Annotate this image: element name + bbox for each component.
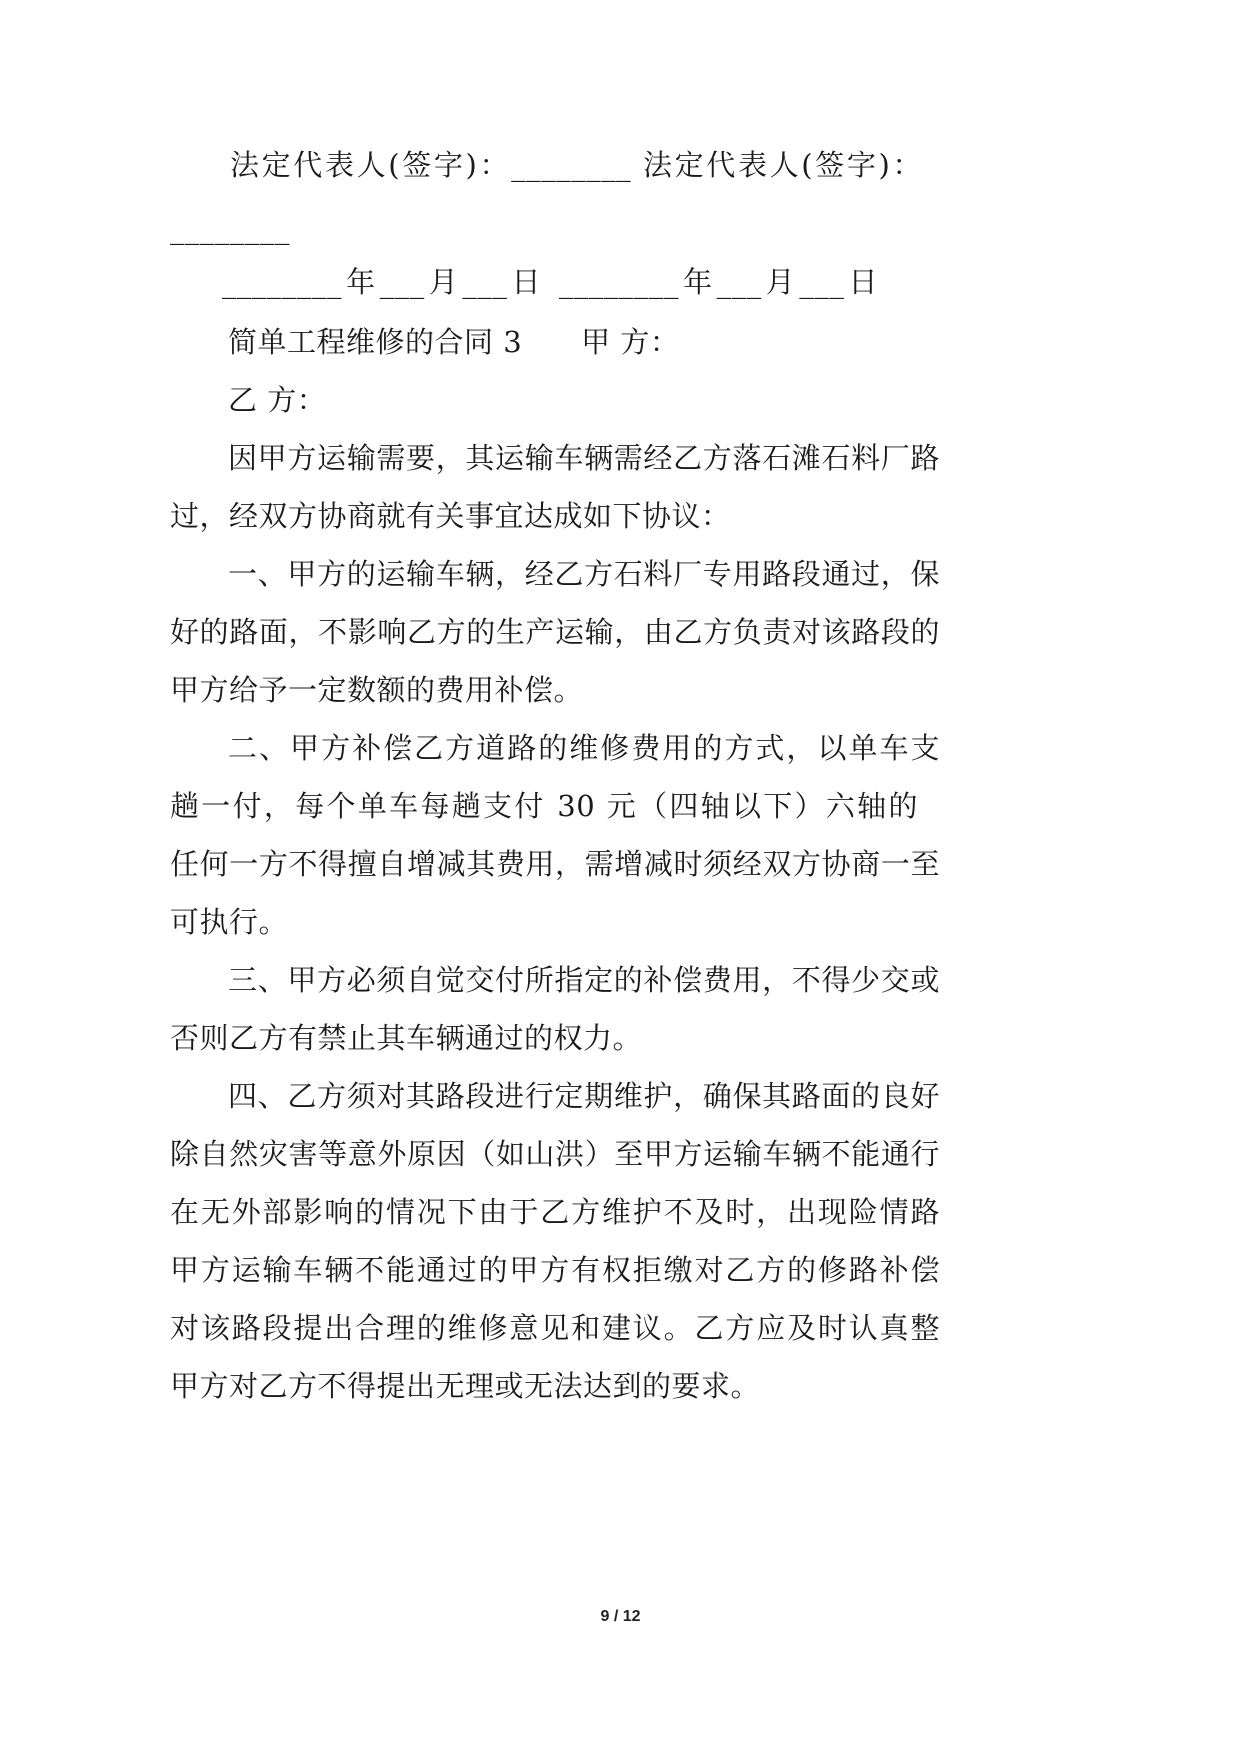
paragraph-line: 对该路段提出合理的维修意见和建议。乙方应及时认真整	[170, 1311, 940, 1345]
paragraph-line: 四、乙方须对其路段进行定期维护，确保其路面的良好	[228, 1079, 940, 1113]
paragraph-line: 趟一付，每个单车每趟支付 30 元（四轴以下）六轴的	[170, 789, 918, 823]
paragraph-line: 因甲方运输需要，其运输车辆需经乙方落石滩石料厂路	[228, 441, 940, 475]
date-line: ________年___月___日 ________年___月___日	[222, 265, 878, 299]
paragraph-line: 可执行。	[170, 905, 289, 939]
paragraph-line: 三、甲方必须自觉交付所指定的补偿费用，不得少交或	[228, 963, 940, 997]
paragraph-line: 甲方给予一定数额的费用补偿。	[170, 673, 584, 707]
paragraph-line: 任何一方不得擅自增减其费用，需增减时须经双方协商一至	[170, 847, 940, 881]
page-number: 9 / 12	[600, 1608, 641, 1625]
paragraph-line: 除自然灾害等意外原因（如山洪）至甲方运输车辆不能通行	[170, 1137, 940, 1171]
paragraph-line: 过，经双方协商就有关事宜达成如下协议：	[170, 499, 731, 533]
contract-title: 简单工程维修的合同 3 甲 方：	[228, 325, 680, 359]
paragraph-line: 甲方对乙方不得提出无理或无法达到的要求。	[170, 1369, 761, 1403]
signature-line: 法定代表人(签字)：________ 法定代表人(签字)：	[230, 148, 922, 182]
signature-blank: ________	[170, 211, 290, 245]
paragraph-line: 否则乙方有禁止其车辆通过的权力。	[170, 1021, 643, 1055]
party-b-line: 乙 方：	[228, 383, 327, 417]
paragraph-line: 一、甲方的运输车辆，经乙方石料厂专用路段通过，保	[228, 557, 940, 591]
paragraph-line: 好的路面，不影响乙方的生产运输，由乙方负责对该路段的	[170, 615, 940, 649]
paragraph-line: 在无外部影响的情况下由于乙方维护不及时，出现险情路	[170, 1195, 940, 1229]
paragraph-line: 甲方运输车辆不能通过的甲方有权拒缴对乙方的修路补偿	[170, 1253, 940, 1287]
paragraph-line: 二、甲方补偿乙方道路的维修费用的方式，以单车支	[228, 731, 940, 765]
